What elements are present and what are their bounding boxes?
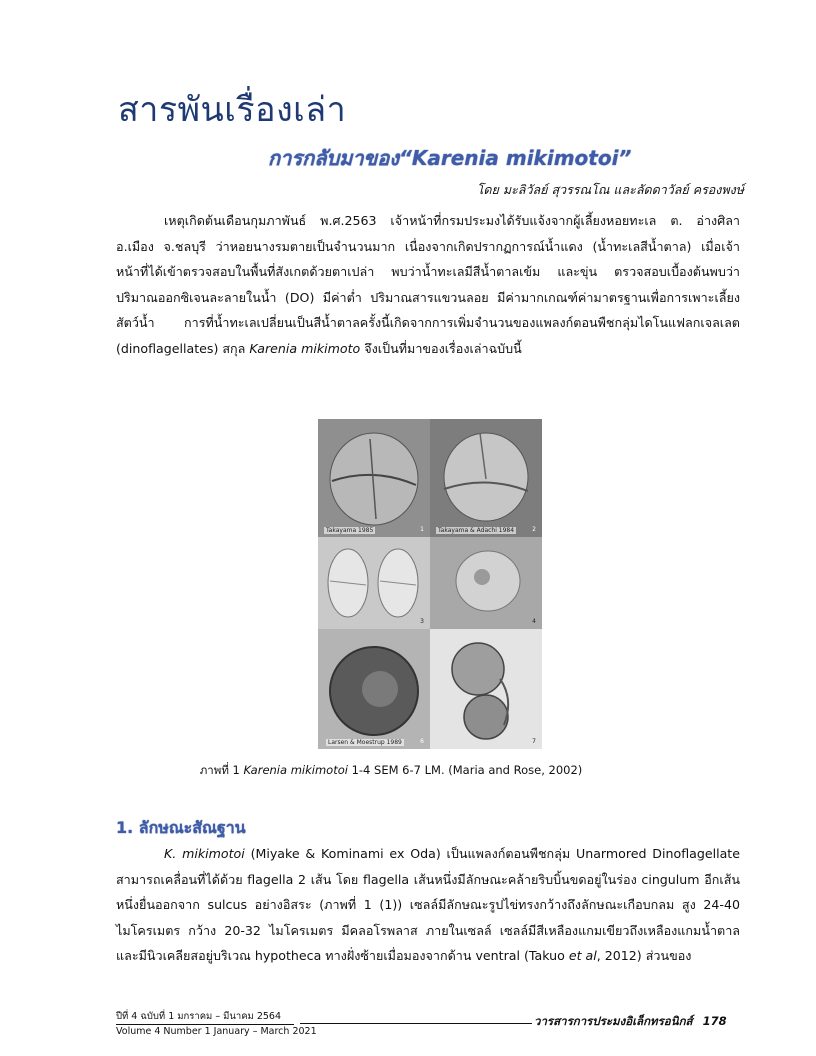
byline: โดย มะลิวัลย์ สุวรรณโณ และลัดดาวัลย์ ครองพงษ์ (476, 182, 744, 197)
panel-number: 1 (420, 526, 424, 533)
panel-credit: Takayama & Adachi 1984 (438, 527, 515, 534)
morphology-text-end: , 2012) ส่วนของ (596, 948, 692, 963)
panel-number: 2 (532, 526, 536, 533)
panel-number: 3 (420, 618, 424, 625)
panel-number: 4 (532, 618, 536, 625)
panel-number: 7 (532, 738, 536, 745)
micrograph-panel-3 (318, 537, 430, 629)
journal-name: วารสารการประมงอิเล็กทรอนิกส์ (534, 1014, 693, 1028)
intro-species: Karenia mikimoto (249, 340, 361, 356)
panel-credit: Takayama 1985 (326, 527, 374, 534)
caption-suffix: 1-4 SEM 6-7 LM. (Maria and Rose, 2002) (351, 763, 583, 777)
footer-journal (534, 1013, 727, 1031)
figure-micrographs (318, 419, 542, 749)
intro-text-end: จึงเป็นที่มาของเรื่องเล่าฉบับนี้ (364, 340, 522, 356)
intro-paragraph (116, 208, 740, 361)
footer-rule (300, 1023, 532, 1024)
figure-caption (0, 762, 782, 780)
page-number: 178 (702, 1014, 727, 1028)
morphology-text: (Miyake & Kominami ex Oda) เป็นแพลงก์ตอนพืชกลุ่ม Unarmored Dinoflagellate สามารถเคลื่อนที่ได้ด้วย flagella 2 เส้น โดย flagella เส้นหนึ่งมีลักษณะคล้ายริบบิ้นขดอยู่ในร่อง cingulum อีกเส้นหนึ่งยื่นออกจาก sulcus อย่างอิสระ (ภาพที่ 1 (1)) เซลล์มีลักษณะรูปไข่ทรงกว้างถึงลักษณะเกือบกลม สูง 24-40 ไมโครเมตร กว้าง 20-32 ไมโครเมตร มีคลอโรพลาส ภายในเซลล์ เซลล์มีสีเหลืองแกมเขียวถึงเหลืองแกมน้ำตาล และมีนิวเคลียสอยู่บริเวณ hypotheca ทางฝั่งซ้ายเมื่อมองจากด้าน ventral (Takuo (116, 846, 740, 963)
micrograph-panel-7 (430, 629, 542, 749)
morphology-paragraph (116, 841, 740, 969)
footer-issue-en: Volume 4 Number 1 January – March 2021 (116, 1026, 317, 1037)
article-title: การกลับมาของ“Karenia mikimotoi” (268, 146, 632, 170)
footer-issue (116, 1010, 317, 1039)
footer-issue-th: ปีที่ 4 ฉบับที่ 1 มกราคม – มีนาคม 2564 (116, 1010, 294, 1025)
micrograph-panel-4 (430, 537, 542, 629)
panel-credit: Larsen & Moestrup 1989 (328, 739, 402, 746)
micrograph-panel-2 (430, 419, 542, 537)
micrograph-panel-6 (318, 629, 430, 749)
morphology-species: K. mikimotoi (164, 846, 245, 861)
caption-prefix: ภาพที่ 1 (199, 763, 240, 777)
section-title: สารพันเรื่องเล่า (118, 90, 347, 130)
panel-number: 6 (420, 738, 424, 745)
section-heading-morphology: 1. ลักษณะสัณฐาน (116, 818, 246, 837)
caption-species: Karenia mikimotoi (243, 763, 348, 777)
micrograph-panel-1 (318, 419, 430, 537)
intro-text: เหตุเกิดต้นเดือนกุมภาพันธ์ พ.ศ.2563 เจ้าหน้าที่กรมประมงได้รับแจ้งจากผู้เลี้ยงหอยทะเล ต. อ่างศิลา อ.เมือง จ.ชลบุรี ว่าหอยนางรมตายเป็นจำนวนมาก เนื่องจากเกิดปรากฏการณ์น้ำแดง (น้ำทะเลสีน้ำตาล) เมื่อเจ้าหน้าที่ได้เข้าตรวจสอบในพื้นที่สังเกตด้วยตาเปล่า พบว่าน้ำทะเลมีสีน้ำตาลเข้ม และขุ่น ตรวจสอบเบื้องต้นพบว่าปริมาณออกซิเจนละลายในน้ำ (DO) มีค่าต่ำ ปริมาณสารแขวนลอย มีค่ามากเกณฑ์ค่ามาตรฐานเพื่อการเพาะเลี้ยงสัตว์น้ำ การที่น้ำทะเลเปลี่ยนเป็นสีน้ำตาลครั้งนี้เกิดจากการเพิ่มจำนวนของแพลงก์ตอนพืชกลุ่มไดโนแฟลกเจลเลต (dinoflagellates) สกุล (116, 213, 740, 356)
et-al: et al (568, 948, 597, 963)
